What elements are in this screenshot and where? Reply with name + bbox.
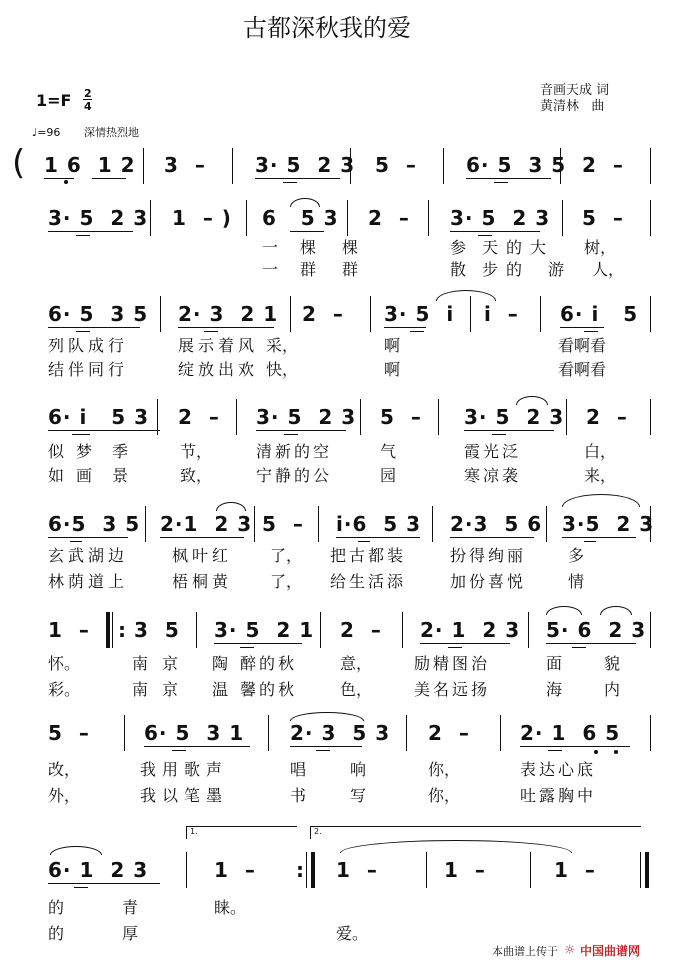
row6-measure1: 1 – (48, 618, 90, 642)
row3-measure6: 6· i 5 (560, 302, 639, 326)
lyric: 海 (546, 680, 563, 699)
lyric: 你， (428, 786, 461, 805)
lyric: 结伴同行 (48, 360, 129, 379)
row2-measure4: 2 – (368, 206, 410, 230)
barline (157, 399, 158, 435)
row1-measure5: 6· 5 3 5 (466, 153, 567, 177)
barline (560, 148, 561, 184)
lyric: 群 (300, 260, 317, 279)
row6-measure4: 2 – (340, 618, 382, 642)
expression-marking: 深情热烈地 (84, 126, 139, 139)
row7-measure3: 2· 3 5 3 (290, 721, 391, 745)
lyric: 参 (450, 238, 467, 257)
lyric: 看啊看 (558, 336, 607, 355)
barline (143, 148, 144, 184)
underline (546, 643, 636, 644)
barline (650, 612, 651, 648)
row6-measure6: 5· 6 2 3 (546, 618, 647, 642)
lyric: 林荫道上 (48, 572, 129, 591)
underline (492, 434, 506, 435)
time-signature-bottom: 4 (84, 100, 92, 113)
lyric: 天 (482, 238, 499, 257)
underline (172, 750, 186, 751)
underline (204, 331, 218, 332)
lyric: 游 (548, 260, 565, 279)
underline (466, 178, 551, 179)
underline (256, 430, 346, 431)
underline (560, 327, 604, 328)
tie (50, 846, 102, 855)
row2-measure2: 1 – ) (172, 206, 232, 230)
barline (290, 296, 291, 332)
row4-measure5: 3· 5 2 3 (464, 405, 565, 429)
lyric: 怀。 (48, 654, 81, 673)
underline (584, 331, 598, 332)
lyric: 列队成行 (48, 336, 129, 355)
lyric: 厚 (122, 924, 139, 943)
repeat-start-dots: : (118, 618, 127, 642)
barline (438, 399, 439, 435)
underline (255, 178, 340, 179)
underline (450, 231, 540, 232)
lyric: 响 (350, 760, 367, 779)
row5-measure3: 5 – (262, 512, 304, 536)
row6-measure2: 3 5 (134, 618, 180, 642)
row5-measure2: 2·1 2 3 (160, 512, 253, 536)
barline (432, 506, 433, 542)
underline (478, 235, 492, 236)
barline (443, 148, 444, 184)
lyric: 啊 (384, 360, 401, 379)
underline (290, 231, 324, 232)
underline (76, 235, 90, 236)
lyric: 青 (122, 898, 139, 917)
lyric: 把古都装 (330, 546, 407, 565)
lyric: 爱。 (336, 924, 369, 943)
lyric: 一 (262, 260, 279, 279)
lyric: 多 (568, 546, 585, 565)
volta-2-label: 2. (314, 827, 322, 836)
lyric: 励精图治 (414, 654, 491, 673)
lyric: 绽放出欢 (178, 360, 259, 379)
row2-measure5: 3· 5 2 3 (450, 206, 551, 230)
slur (546, 606, 582, 615)
row3-measure1: 6· 5 3 5 (48, 302, 149, 326)
repeat-start-thin-barline (112, 612, 113, 648)
lyric: 季 (112, 442, 129, 461)
site-logo-icon: ☼ (564, 943, 576, 958)
low-octave-dot (614, 750, 618, 754)
underline (358, 541, 370, 542)
lyric: 清新的空 (256, 442, 333, 461)
row8-measure5: 1 – (554, 858, 596, 882)
row3-measure2: 2· 3 2 1 (178, 302, 279, 326)
lyric: 景 (112, 466, 129, 485)
lyric: 节， (180, 442, 213, 461)
barline (546, 506, 547, 542)
final-thin-barline (640, 852, 641, 888)
underline (144, 746, 250, 747)
barline (254, 506, 255, 542)
barline (145, 506, 146, 542)
row3-measure4: 3· 5 i (384, 302, 455, 326)
slur (290, 198, 320, 207)
underline (448, 647, 462, 648)
repeat-end-barline (311, 852, 315, 888)
row8-measure4: 1 – (444, 858, 486, 882)
lyric: 群 (342, 260, 359, 279)
lyric: 温 (212, 680, 229, 699)
row4-measure4: 5 – (380, 405, 422, 429)
site-logo: 中国曲谱网 (580, 944, 641, 958)
barline (347, 200, 348, 236)
barline (350, 148, 351, 184)
underline (92, 178, 126, 179)
underline (572, 647, 586, 648)
barline (406, 715, 407, 751)
lyric: 睐。 (214, 898, 247, 917)
barline (320, 612, 321, 648)
barline (318, 506, 319, 542)
row7-measure1: 5 – (48, 721, 90, 745)
volta-1-bracket (186, 826, 297, 839)
underline (336, 537, 420, 538)
lyric: 我以笔墨 (140, 786, 229, 805)
barline (650, 399, 651, 435)
upload-notice: 本曲谱上传于 (492, 945, 558, 958)
barline (562, 200, 563, 236)
underline (290, 746, 362, 747)
lyric: 棵 (342, 238, 359, 257)
slur (516, 396, 548, 405)
underline (48, 327, 140, 328)
lyric: 树， (584, 238, 617, 257)
repeat-end-thin-barline (306, 852, 307, 888)
underline (410, 331, 424, 332)
lyric: 色， (340, 680, 373, 699)
lyric: 南 (132, 654, 149, 673)
lyric: 致， (180, 466, 213, 485)
underline (44, 178, 74, 179)
lyric: 加份喜悦 (450, 572, 527, 591)
row7-measure4: 2 – (428, 721, 470, 745)
low-octave-dot (64, 180, 68, 184)
underline (178, 327, 274, 328)
lyric: 快， (266, 360, 299, 379)
underline (160, 537, 244, 538)
underline (494, 182, 508, 183)
barline (540, 296, 541, 332)
lyric: 园 (380, 466, 397, 485)
barline (426, 852, 427, 888)
lyric: 一 (262, 238, 279, 257)
low-octave-dot (594, 750, 598, 754)
underline (70, 541, 82, 542)
row5-measure1: 6·5 3 5 (48, 512, 141, 536)
row4-measure2: 2 – (178, 405, 220, 429)
lyric: 的 (506, 238, 523, 257)
lyric: 展示着风 (178, 336, 259, 355)
volta-1-label: 1. (190, 827, 198, 836)
key-signature: 1=F (36, 91, 72, 110)
lyricist-credit: 音画天成 词 (540, 83, 610, 98)
underline (316, 750, 330, 751)
barline (124, 715, 125, 751)
tempo-marking: ♩=96 (32, 126, 61, 139)
lyric: 枫叶红 (172, 546, 233, 565)
row2-measure1: 3· 5 2 3 (48, 206, 149, 230)
row6-measure5: 2· 1 2 3 (420, 618, 521, 642)
underline (283, 182, 297, 183)
barline (650, 200, 651, 236)
slur (436, 290, 496, 301)
row5-measure5: 2·3 5 6 (450, 512, 543, 536)
barline (196, 612, 197, 648)
volta-2-bracket (310, 826, 641, 839)
row1-measure4: 5 – (375, 153, 417, 177)
repeat-end-dots: : (296, 858, 305, 882)
lyric: 采， (266, 336, 299, 355)
slur (562, 494, 640, 507)
lyric: 散 (450, 260, 467, 279)
barline (566, 399, 567, 435)
lyric: 貌 (604, 654, 621, 673)
underline (520, 746, 630, 747)
lyric: 京 (162, 654, 179, 673)
slur (290, 712, 364, 721)
lyric: 唱 (290, 760, 307, 779)
row1-measure2: 3 – (164, 153, 206, 177)
barline (650, 506, 651, 542)
lyric: 内 (604, 680, 621, 699)
underline (48, 537, 128, 538)
lyric: 似 (48, 442, 65, 461)
row4-measure3: 3· 5 2 3 (256, 405, 357, 429)
lyric: 步 (482, 260, 499, 279)
barline (650, 148, 651, 184)
row8-measure3: 1 – (336, 858, 378, 882)
lyric: 白， (584, 442, 617, 461)
lyric: 彩。 (48, 680, 81, 699)
lyric: 梧桐黄 (172, 572, 233, 591)
row4-measure6: 2 – (586, 405, 628, 429)
lyric: 面 (546, 654, 563, 673)
lyric: 棵 (300, 238, 317, 257)
lyric: 给生活添 (330, 572, 407, 591)
lyric: 了， (270, 546, 303, 565)
barline (360, 399, 361, 435)
repeat-start-barline (106, 612, 110, 648)
barline (150, 200, 151, 236)
lyric: 的 (48, 924, 65, 943)
time-signature-top: 2 (84, 87, 92, 100)
row4-measure1: 6· i 5 3 (48, 405, 150, 429)
row5-measure6: 3·5 2 3 (562, 512, 655, 536)
composer-credit: 黄清林 曲 (540, 99, 605, 114)
underline (214, 643, 302, 644)
underline (76, 331, 90, 332)
lyric: 美名远扬 (414, 680, 491, 699)
row8-measure1: 6· 1 2 3 (48, 858, 149, 882)
underline (48, 430, 160, 431)
lyric: 的 (506, 260, 523, 279)
lyric: 南 (132, 680, 149, 699)
lyric: 看啊看 (558, 360, 607, 379)
barline (650, 715, 651, 751)
barline (246, 200, 247, 236)
intro-open-paren: ( (12, 143, 26, 183)
barline (470, 296, 471, 332)
barline (236, 399, 237, 435)
barline (528, 612, 529, 648)
barline (370, 296, 371, 332)
song-title: 古都深秋我的爱 (243, 14, 411, 42)
underline (48, 231, 133, 232)
underline (548, 750, 562, 751)
tie (340, 840, 572, 853)
barline (428, 200, 429, 236)
lyric: 书 (290, 786, 307, 805)
underline (48, 883, 160, 884)
lyric: 玄武湖边 (48, 546, 129, 565)
underline (562, 537, 636, 538)
lyric: 宁静的公 (256, 466, 333, 485)
underline (384, 327, 426, 328)
lyric: 意， (340, 654, 373, 673)
underline (74, 887, 88, 888)
row2-measure6: 5 – (582, 206, 624, 230)
row6-measure3: 3· 5 2 1 (214, 618, 315, 642)
lyric: 寒凉袭 (464, 466, 522, 485)
underline (72, 434, 90, 435)
barline (160, 296, 161, 332)
lyric: 画 (76, 466, 93, 485)
underline (464, 430, 554, 431)
lyric: 写 (350, 786, 367, 805)
row3-measure5: i – (484, 302, 519, 326)
lyric: 了， (270, 572, 303, 591)
barline (530, 852, 531, 888)
lyric: 馨的秋 (240, 680, 298, 699)
row8-measure2: 1 – (214, 858, 256, 882)
lyric: 陶 (212, 654, 229, 673)
barline (186, 852, 187, 888)
underline (584, 541, 596, 542)
row7-measure2: 6· 5 3 1 (144, 721, 245, 745)
slur (216, 502, 246, 511)
lyric: 醉的秋 (240, 654, 298, 673)
lyric: 改， (48, 760, 81, 779)
barline (402, 612, 403, 648)
lyric: 你， (428, 760, 461, 779)
underline (420, 643, 510, 644)
slur (600, 606, 632, 615)
lyric: 扮得绚丽 (450, 546, 527, 565)
lyric: 的 (48, 898, 65, 917)
lyric: 人， (592, 260, 625, 279)
lyric: 吐露胸中 (520, 786, 597, 805)
underline (450, 537, 534, 538)
barline (232, 148, 233, 184)
row1-measure6: 2 – (582, 153, 624, 177)
lyric: 霞光泛 (464, 442, 522, 461)
lyric: 如 (48, 466, 65, 485)
lyric: 京 (162, 680, 179, 699)
lyric: 气 (380, 442, 397, 461)
barline (650, 296, 651, 332)
row3-measure3: 2 – (302, 302, 344, 326)
barline (268, 715, 269, 751)
lyric: 外， (48, 786, 81, 805)
row1-measure1: 1 6 1 2 (44, 153, 136, 177)
row2-measure3: 6 5 3 (262, 206, 339, 230)
lyric: 啊 (384, 336, 401, 355)
underline (240, 647, 254, 648)
lyric: 来， (584, 466, 617, 485)
lyric: 我用歌声 (140, 760, 229, 779)
final-barline (645, 852, 649, 888)
lyric: 情 (568, 572, 585, 591)
barline (500, 715, 501, 751)
lyric: 表达心底 (520, 760, 597, 779)
row7-measure5: 2· 1 6 5 (520, 721, 621, 745)
underline (284, 434, 298, 435)
lyric: 梦 (76, 442, 93, 461)
row5-measure4: i·6 5 3 (336, 512, 422, 536)
row1-measure3: 3· 5 2 3 (255, 153, 356, 177)
lyric: 大 (530, 238, 547, 257)
